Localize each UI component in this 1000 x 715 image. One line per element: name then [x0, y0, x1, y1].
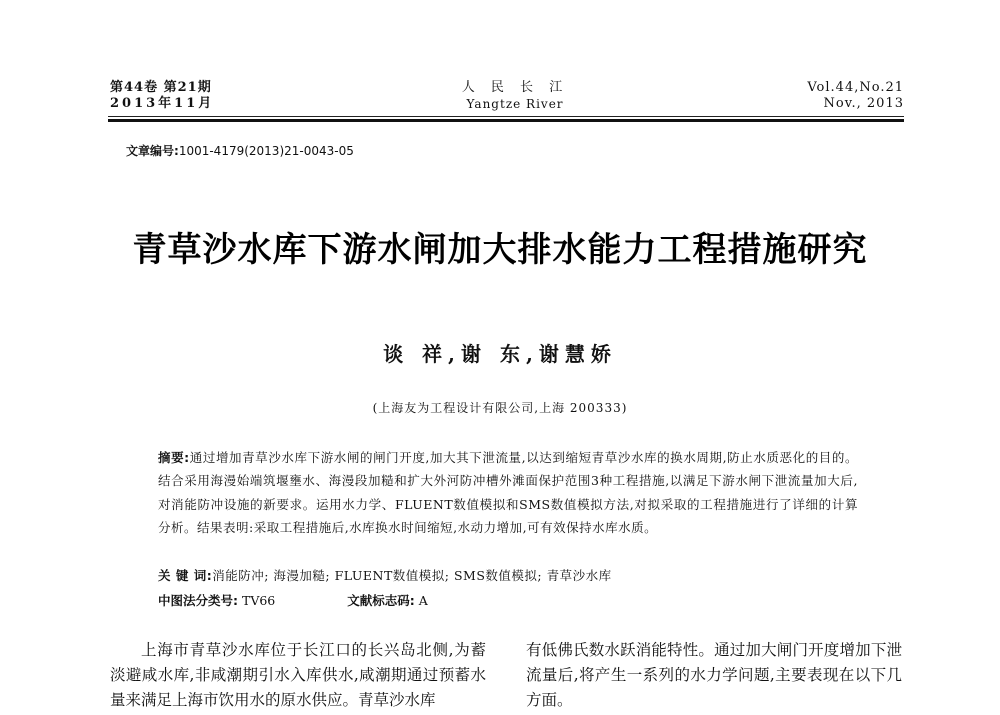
abstract	[158, 446, 858, 539]
journal-date-cn: 2013年11月	[110, 96, 215, 111]
doc-code-value: A	[418, 593, 428, 608]
body-column-right: 有低佛氏数水跃消能特性。通过加大闸门开度增加下泄流量后,将产生一系列的水力学问题,主要表现在以下几方面。	[526, 641, 902, 709]
doc-code-label: 文献标志码:	[347, 593, 415, 608]
body-column-left: 上海市青草沙水库位于长江口的长兴岛北侧,为蓄淡避咸水库,非咸潮期引水入库供水,咸潮期通过预蓄水量来满足上海市饮用水的原水供应。青草沙水库	[110, 641, 486, 709]
header-rule-thick	[108, 119, 904, 122]
keywords-label: 关 键 词:	[158, 568, 213, 583]
journal-name-en: Yangtze River	[466, 97, 564, 111]
clc-value: TV66	[241, 593, 276, 608]
journal-volume-issue-en: Vol.44,No.21	[807, 80, 904, 95]
journal-name-cn: 人 民 长 江	[461, 80, 569, 95]
paper-title: 青草沙水库下游水闸加大排水能力工程措施研究	[132, 230, 868, 270]
classification	[158, 591, 428, 609]
keywords	[158, 566, 612, 584]
header-rule-thin	[108, 116, 904, 117]
journal-date-en: Nov., 2013	[823, 96, 904, 111]
author-list: 谈 祥,谢 东,谢慧娇	[383, 342, 617, 366]
article-id	[126, 142, 354, 159]
abstract-text: 通过增加青草沙水库下游水闸的闸门开度,加大其下泄流量,以达到缩短青草沙水库的换水周期,防止水质恶化的目的。结合采用海漫始端筑堰壅水、海漫段加糙和扩大外河防冲槽外滩面保护范围3种工程措施,以满足下游水闸下泄流量加大后,对消能防冲设施的新要求。运用水力学、FLUENT数值模拟和SMS数值模拟方法,对拟采取的工程措施进行了详细的计算分析。结果表明:采取工程措施后,水库换水时间缩短,水动力增加,可有效保持水库水质。	[158, 450, 858, 535]
author-affiliation: (上海友为工程设计有限公司,上海 200333)	[372, 401, 628, 415]
article-id-label: 文章编号:	[126, 144, 179, 158]
abstract-label: 摘要:	[158, 450, 190, 465]
journal-volume-issue-cn: 第44卷 第21期	[110, 80, 212, 95]
keywords-text: 消能防冲; 海漫加糙; FLUENT数值模拟; SMS数值模拟; 青草沙水库	[212, 568, 612, 583]
clc-label: 中图法分类号:	[158, 593, 238, 608]
article-id-value: 1001-4179(2013)21-0043-05	[178, 144, 354, 158]
